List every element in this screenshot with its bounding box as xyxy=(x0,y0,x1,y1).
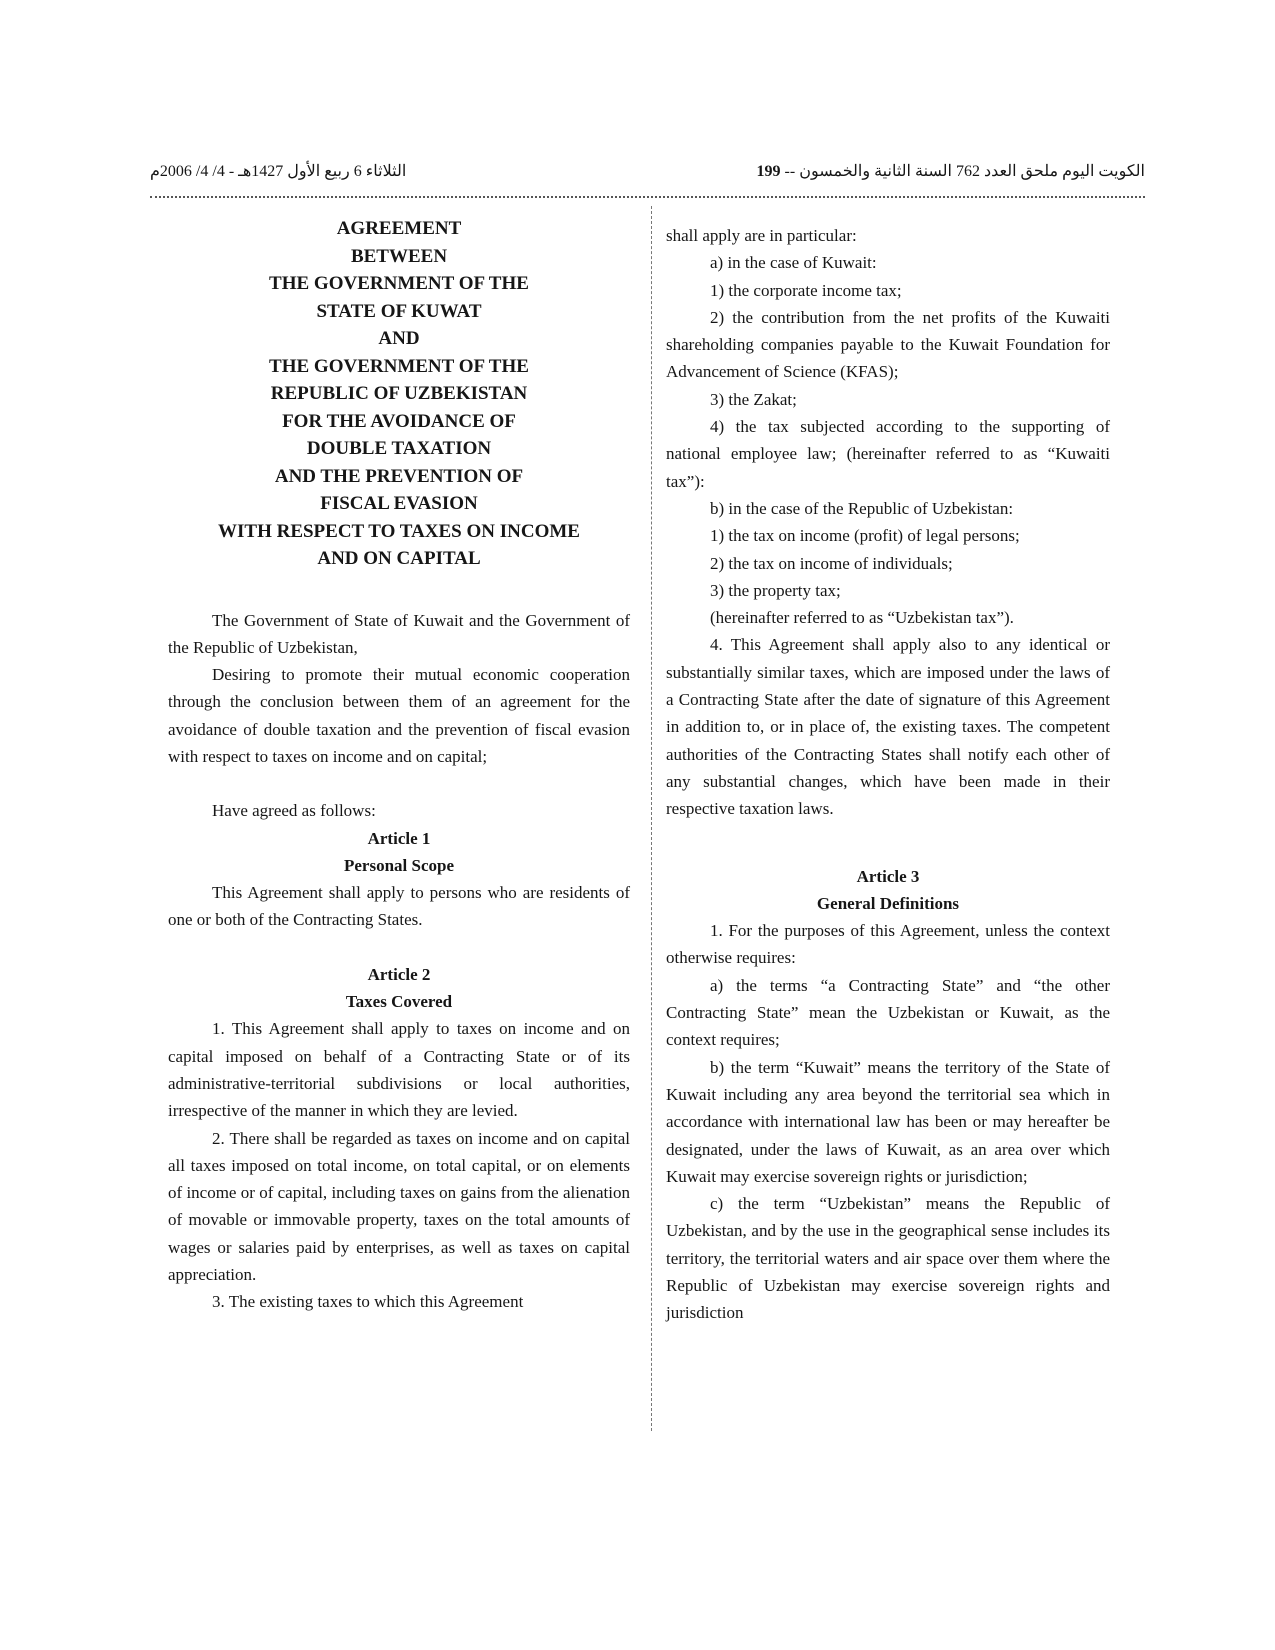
page-number: 199 xyxy=(756,163,781,180)
column-divider xyxy=(651,206,652,1431)
preamble-desiring: Desiring to promote their mutual economic cooperation through the conclusion between them of an agreement for the avoidance of double taxation and the prevention of fiscal evasion with respect to taxes on income and on capital; xyxy=(168,665,630,766)
title-line: THE GOVERNMENT OF THE xyxy=(269,273,529,294)
kuwait-tax-item: 3) the Zakat; xyxy=(710,389,797,409)
title-line: AND xyxy=(378,328,420,349)
title-line: STATE OF KUWAT xyxy=(316,300,482,322)
left-column xyxy=(168,215,630,1316)
title-line: WITH RESPECT TO TAXES ON INCOME xyxy=(218,520,580,542)
article-2-para-3-continued: shall apply are in particular: xyxy=(666,226,857,245)
article-2-heading: Taxes Covered xyxy=(345,992,453,1012)
preamble-agreed: Have agreed as follows: xyxy=(212,801,376,821)
article-2-number: Article 2 xyxy=(367,964,431,984)
article-3-heading: General Definitions xyxy=(816,893,960,913)
title-line: DOUBLE TAXATION xyxy=(306,438,492,459)
uzbekistan-taxes-intro: b) in the case of the Republic of Uzbekistan: xyxy=(710,498,1014,518)
kuwait-tax-item: 1) the corporate income tax; xyxy=(710,280,902,300)
title-line: REPUBLIC OF UZBEKISTAN xyxy=(270,383,528,404)
title-line: AND THE PREVENTION OF xyxy=(274,465,524,487)
article-3-para-1: 1. For the purposes of this Agreement, unless the context otherwise requires: xyxy=(666,921,1110,968)
header-publication-title: الكويت اليوم ملحق العدد 762 السنة الثانية والخمسون xyxy=(799,163,1145,180)
uzbekistan-tax-item: 1) the tax on income (profit) of legal persons; xyxy=(710,526,1020,546)
article-2-para-4: 4. This Agreement shall apply also to any identical or substantially similar taxes, which are imposed under the laws of a Contracting State after the date of signature of this Agreement in addition to, or in place of, the existing taxes. The competent authorities of the Contracting States shall notify each other of any substantial changes, which have been made in their respective taxation laws. xyxy=(666,635,1110,819)
uzbekistan-tax-item: 3) the property tax; xyxy=(710,580,841,600)
kuwait-tax-item: 2) the contribution from the net profits of the Kuwaiti shareholding companies payable to the Kuwait Foundation for Advancement of Science (KFAS); xyxy=(666,307,1110,382)
article-1-number: Article 1 xyxy=(367,828,431,848)
title-line: BETWEEN xyxy=(350,245,448,267)
article-3-definition-c: c) the term “Uzbekistan” means the Republic of Uzbekistan, and by the use in the geographical sense includes its territory, the territorial waters and air space over them where the Republic of Uzbekistan may exercise sovereign rights and jurisdiction xyxy=(666,1194,1110,1323)
kuwait-taxes-intro: a) in the case of Kuwait: xyxy=(710,253,877,273)
article-3-definition-b: b) the term “Kuwait” means the territory of the State of Kuwait including any area beyond the territorial sea which in accordance with international law has been or may hereafter be designated, under the laws of Kuwait, as an area over which Kuwait may exercise sovereign rights or jurisdiction; xyxy=(666,1057,1110,1186)
article-2-para-2: 2. There shall be regarded as taxes on income and on capital all taxes imposed on total income, on total capital, or on elements of income or of capital, including taxes on gains from the alienation of movable or immovable property, taxes on the total amounts of wages or salaries paid by enterprises, as well as taxes on capital appreciation. xyxy=(168,1128,630,1285)
title-line: FISCAL EVASION xyxy=(320,493,478,514)
kuwait-tax-item: 4) the tax subjected according to the supporting of national employee law; (hereinafter referred to as “Kuwaiti tax”): xyxy=(666,417,1110,491)
page-header xyxy=(150,160,1145,198)
article-3-number: Article 3 xyxy=(856,866,920,886)
article-2-para-3: 3. The existing taxes to which this Agreement xyxy=(212,1292,524,1312)
preamble-parties: The Government of State of Kuwait and the Government of the Republic of Uzbekistan, xyxy=(168,610,630,657)
title-line: THE GOVERNMENT OF THE xyxy=(269,355,529,377)
uzbekistan-tax-item: 2) the tax on income of individuals; xyxy=(710,553,953,573)
title-line: AND ON CAPITAL xyxy=(317,548,481,569)
article-1-text: This Agreement shall apply to persons who are residents of one or both of the Contracting States. xyxy=(168,883,630,930)
article-2-para-1: 1. This Agreement shall apply to taxes on income and on capital imposed on behalf of a Contracting State or of its administrative-territorial subdivisions or local authorities, irrespective of the manner in which they are levied. xyxy=(168,1019,630,1121)
header-date: الثلاثاء 6 ربيع الأول 1427هـ - 4/ 4/ 2006م xyxy=(150,163,407,180)
agreement-title xyxy=(168,215,630,573)
right-column xyxy=(666,222,1110,1327)
uzbekistan-tax-reference: (hereinafter referred to as “Uzbekistan tax”). xyxy=(710,608,1014,628)
title-line: FOR THE AVOIDANCE OF xyxy=(282,410,516,432)
header-publication: الكويت اليوم ملحق العدد 762 السنة الثانية والخمسون -- 199 xyxy=(756,163,1145,180)
title-line: AGREEMENT xyxy=(336,218,462,239)
article-1-heading: Personal Scope xyxy=(343,855,455,875)
article-3-definition-a: a) the terms “a Contracting State” and “the other Contracting State” mean the Uzbekistan or Kuwait, as the context requires; xyxy=(666,975,1110,1050)
